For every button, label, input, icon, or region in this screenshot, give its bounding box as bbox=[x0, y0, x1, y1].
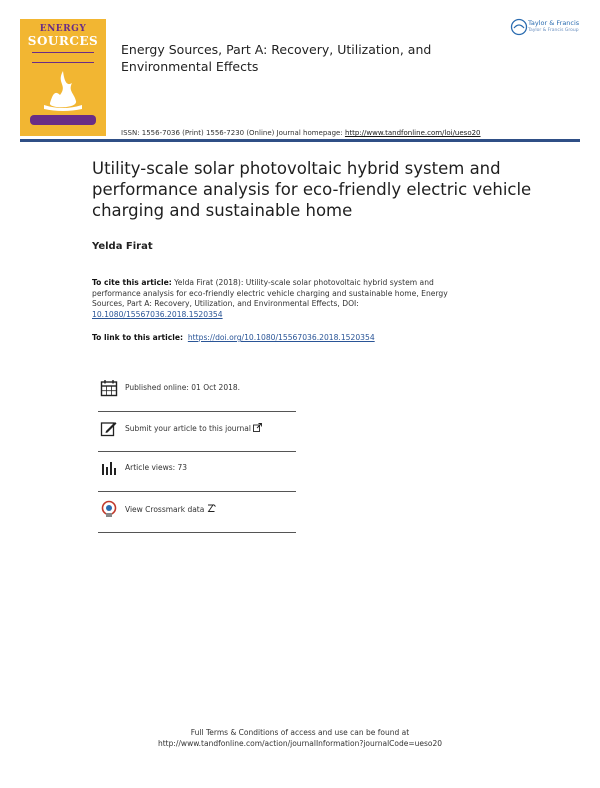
article-link-label: To link to this article: bbox=[92, 333, 184, 342]
submit-article-row[interactable] bbox=[98, 411, 296, 452]
footer-terms-text: Full Terms & Conditions of access and use can be found at bbox=[190, 728, 410, 737]
publisher-name-line2: Taylor & Francis Group bbox=[528, 28, 579, 33]
calendar-icon bbox=[100, 379, 118, 397]
article-link-line bbox=[92, 333, 375, 342]
article-doi-link[interactable]: https://doi.org/10.1080/15567036.2018.1520354 bbox=[187, 333, 375, 342]
article-views-text: Article views: 73 bbox=[125, 463, 188, 472]
published-online-row bbox=[98, 371, 296, 412]
citation-doi-link[interactable]: 10.1080/15567036.2018.1520354 bbox=[92, 309, 223, 319]
published-online-text: Published online: 01 Oct 2018. bbox=[125, 383, 241, 392]
article-author: Yelda Firat bbox=[92, 241, 153, 252]
cover-volume-band bbox=[30, 115, 96, 125]
crossmark-text: View Crossmark data bbox=[125, 505, 205, 514]
submit-article-link[interactable] bbox=[125, 423, 262, 433]
issn-text: ISSN: 1556-7036 (Print) 1556-7230 (Online) Journal homepage: bbox=[121, 129, 345, 137]
article-title: Utility-scale solar photovoltaic hybrid system and performance analysis for eco-friendly electric vehicle charging and sustainable home bbox=[92, 159, 532, 220]
journal-title: Energy Sources, Part A: Recovery, Utilization, and Environmental Effects bbox=[121, 42, 432, 74]
citation-label: To cite this article: bbox=[92, 278, 172, 287]
footer bbox=[0, 727, 600, 749]
crossmark-row[interactable] bbox=[98, 492, 296, 533]
cover-title-line1: ENERGY bbox=[39, 24, 87, 34]
external-link-icon bbox=[253, 423, 262, 432]
submit-article-text: Submit your article to this journal bbox=[125, 424, 251, 433]
journal-homepage-link[interactable]: http://www.tandfonline.com/loi/ueso20 bbox=[344, 129, 481, 137]
edit-document-icon bbox=[100, 419, 118, 437]
footer-terms-link[interactable]: http://www.tandfonline.com/action/journalInformation?journalCode=ueso20 bbox=[157, 739, 443, 748]
issn-line bbox=[121, 129, 481, 137]
cover-subtitle-band bbox=[32, 52, 94, 63]
crossmark-icon bbox=[100, 500, 118, 518]
header-divider bbox=[20, 139, 580, 142]
publisher-name bbox=[528, 20, 579, 34]
article-views-row bbox=[98, 451, 296, 492]
bar-chart-icon bbox=[100, 459, 118, 477]
journal-cover bbox=[20, 19, 106, 136]
crossmark-link[interactable] bbox=[125, 504, 216, 514]
crossmark-small-icon bbox=[207, 504, 216, 513]
cover-title-line2: SOURCES bbox=[27, 34, 99, 48]
publisher-name-line1: Taylor & Francis bbox=[528, 19, 580, 27]
citation-block bbox=[92, 278, 472, 320]
citation-text: Yelda Firat (2018): Utility-scale solar photovoltaic hybrid system and performance analysis for eco-friendly electric vehicle charging and sustainable home, Energy Sources, Part A: Recovery, Utilization, and Environmental Effects, DOI: bbox=[92, 278, 448, 308]
flame-icon bbox=[38, 69, 88, 111]
